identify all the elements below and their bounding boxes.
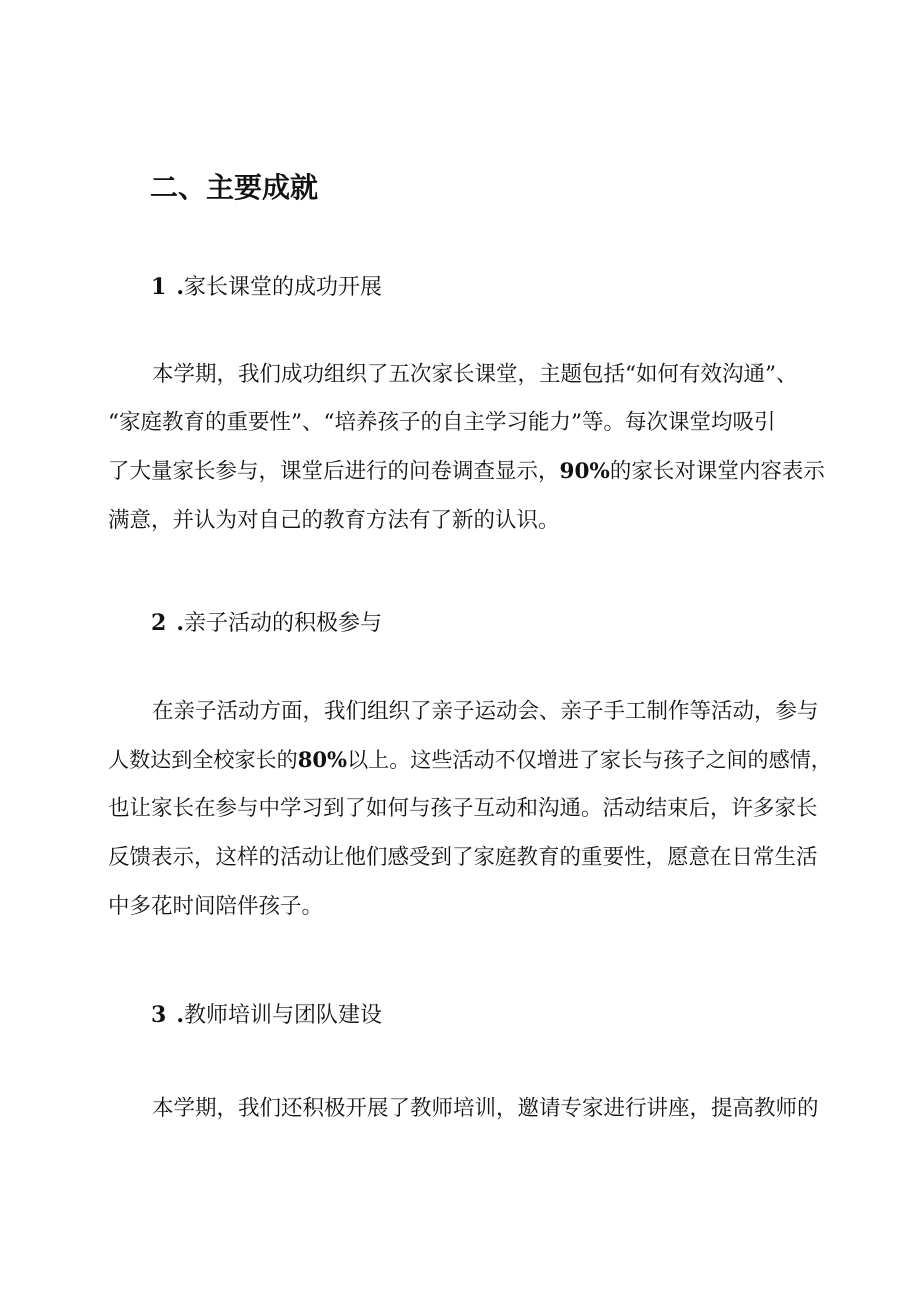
item-3-line-1 bbox=[152, 1096, 819, 1122]
item-3-number: 3 bbox=[151, 1002, 167, 1028]
item-1-title: 家长课堂的成功开展 bbox=[183, 275, 382, 300]
item-2-heading bbox=[151, 606, 382, 637]
item-1-line-1-text: 本学期，我们成功组织了五次家长课堂，主题包括“如何有效沟通”、 bbox=[152, 362, 798, 387]
item-3-title: 教师培训与团队建设 bbox=[183, 1003, 382, 1028]
item-3-dot: . bbox=[176, 1002, 184, 1028]
item-2-line-3-text: 也让家长在参与中学习到了如何与孩子互动和沟通。活动结束后，许多家长 bbox=[108, 796, 818, 821]
item-2-line-3 bbox=[108, 796, 818, 822]
item-2-dot: . bbox=[176, 610, 184, 636]
item-1-line-3-text: 了大量家长参与，课堂后进行的问卷调查显示， bbox=[108, 459, 560, 484]
item-1-line-2-text: “家庭教育的重要性”、“培养孩子的自主学习能力”等。每次课堂均吸引 bbox=[108, 410, 776, 435]
item-2-line-4-text: 反馈表示，这样的活动让他们感受到了家庭教育的重要性，愿意在日常生活 bbox=[108, 845, 818, 870]
item-3-heading bbox=[151, 998, 382, 1029]
item-1-dot: . bbox=[176, 274, 184, 300]
item-1-line-2 bbox=[108, 410, 775, 436]
section-title: 二、主要成就 bbox=[150, 171, 319, 204]
item-1-line-3 bbox=[108, 459, 825, 485]
item-2-line-5 bbox=[108, 894, 323, 920]
item-1-number: 1 bbox=[151, 274, 167, 300]
item-1-stat-90: 90% bbox=[559, 459, 610, 484]
item-1-line-4-text: 满意，并认为对自己的教育方法有了新的认识。 bbox=[108, 508, 560, 533]
item-2-line-2-text: 人数达到全校家长的 bbox=[108, 747, 298, 772]
item-2-line-1-text: 在亲子活动方面，我们组织了亲子运动会、亲子手工制作等活动，参与 bbox=[152, 699, 819, 724]
item-1-heading bbox=[151, 270, 382, 301]
item-2-line-4 bbox=[108, 845, 818, 871]
item-1-line-4 bbox=[108, 508, 560, 534]
item-3-line-1-text: 本学期，我们还积极开展了教师培训，邀请专家进行讲座，提高教师的 bbox=[152, 1096, 819, 1121]
item-2-stat-80: 80% bbox=[297, 747, 348, 772]
item-1-line-3-tail: 的家长对课堂内容表示 bbox=[609, 459, 825, 484]
item-2-line-5-text: 中多花时间陪伴孩子。 bbox=[108, 894, 324, 919]
item-2-title: 亲子活动的积极参与 bbox=[183, 611, 382, 636]
item-2-line-1 bbox=[152, 699, 819, 725]
item-2-number: 2 bbox=[151, 610, 167, 636]
item-2-line-2-tail: 以上。这些活动不仅增进了家长与孩子之间的感情， bbox=[347, 747, 832, 772]
item-2-line-2 bbox=[108, 747, 832, 773]
item-1-line-1 bbox=[152, 362, 798, 388]
